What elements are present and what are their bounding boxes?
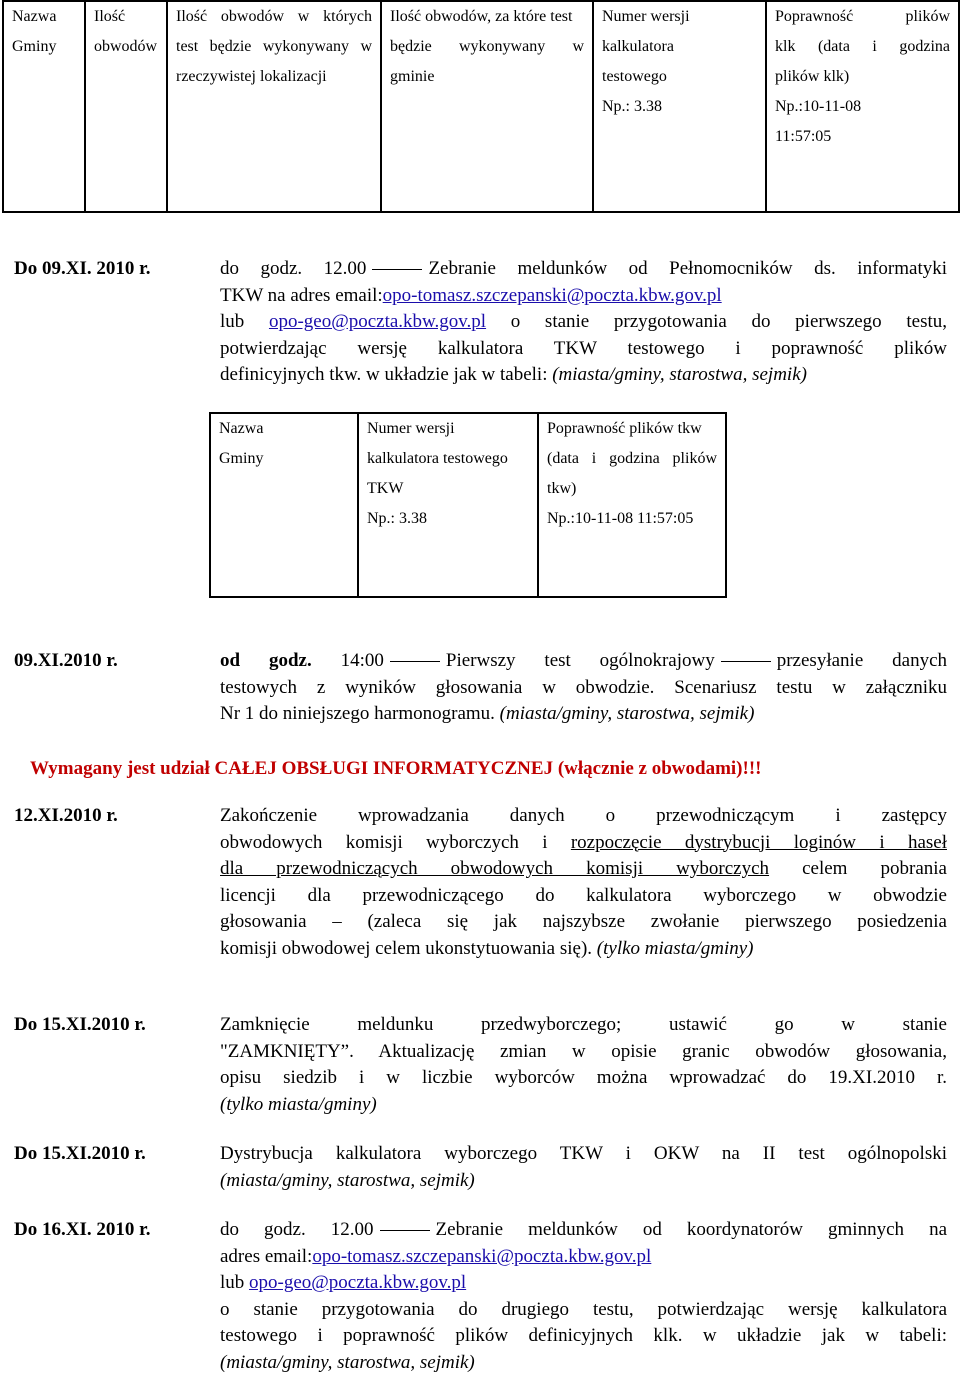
entry-text-part: obwodowych komisji wyborczych i (220, 831, 571, 853)
cell-line: Np.: 3.38 (367, 510, 427, 527)
cell-line: Gminy (219, 450, 264, 467)
entry-line (220, 1217, 947, 1244)
entry-text-part: Zebranie meldunków od koordynatorów gminnych na (435, 1219, 947, 1240)
entry-line (220, 856, 947, 883)
entry-scope: (miasta/gminy, starostwa, sejmik) (552, 364, 807, 385)
schedule-entry (14, 256, 947, 396)
entry-date: Do 09.XI. 2010 r. (14, 258, 151, 279)
entry-text (220, 1012, 947, 1118)
entry-line: testowych z wyników głosowania w obwodzie. Scenariusz testu w załączniku (220, 676, 947, 698)
entry-text-part: Nr 1 do niniejszego harmonogramu. (220, 703, 500, 724)
entry-line: o stanie przygotowania do drugiego testu, potwierdzając wersję kalkulatora (220, 1298, 947, 1320)
schedule-entry (14, 803, 947, 968)
cell-line: TKW (367, 480, 404, 497)
cell-line: Numer wersji (367, 420, 455, 437)
cell-line: Nazwa (12, 8, 57, 25)
entry-text (220, 648, 947, 728)
mid-table-cell-name (210, 413, 358, 597)
email-link[interactable]: opo-tomasz.szczepanski@poczta.kbw.gov.pl (312, 1245, 652, 1267)
cell-line: kalkulatora testowego (367, 450, 508, 467)
cell-line: Ilość obwodów, za które test (390, 8, 573, 25)
entry-text-part: komisji obwodowej celem ukonstytuowania się). (220, 937, 597, 959)
cell-line: Nazwa (219, 420, 264, 437)
entry-text-part: Pierwszy test ogólnokrajowy (445, 650, 715, 671)
entry-line: Zamknięcie meldunku przedwyborczego; ustawić go w stanie (220, 1014, 947, 1035)
cell-line: test będzie wykonywany w (176, 38, 372, 55)
dash-line (380, 1230, 430, 1231)
entry-text-part: definicyjnych tkw. w układzie jak w tabeli: (220, 364, 553, 385)
entry-text-part: celem pobrania (769, 858, 947, 879)
entry-line (220, 283, 947, 310)
entry-line (220, 936, 947, 963)
email-link[interactable]: opo-geo@poczta.kbw.gov.pl (268, 311, 487, 332)
warning-text: Wymagany jest udział CAŁEJ OBSŁUGI INFORMATYCZNEJ (włącznie z obwodami)!!! (30, 758, 762, 779)
cell-line: Ilość (94, 8, 126, 25)
cell-line: tkw) (547, 480, 577, 497)
cell-line: Poprawność plików tkw (547, 420, 702, 437)
entry-text-part: lub (220, 1272, 250, 1293)
entry-line: Dystrybucja kalkulatora wyborczego TKW i OKW na II test ogólnopolski (220, 1143, 947, 1164)
entry-text-part: rozpoczęcie dystrybucji loginów i haseł (570, 831, 947, 853)
cell-line: Np.: 3.38 (602, 98, 662, 115)
cell-line: gminie (390, 68, 435, 85)
dash-line (721, 661, 771, 662)
top-table-cell-real (167, 1, 381, 212)
schedule-entry (14, 648, 947, 730)
mid-table-cell-version (358, 413, 538, 597)
entry-date: Do 15.XI.2010 r. (14, 1143, 146, 1164)
entry-text (220, 803, 947, 962)
entry-scope: (miasta/gminy, starostwa, sejmik) (499, 703, 755, 724)
entry-text-part: lub (220, 311, 269, 332)
cell-line: Poprawność plików (775, 8, 950, 25)
entry-line: licencji dla przewodniczącego do kalkulatora wyborczego w obwodzie (220, 884, 947, 906)
entry-line: Zakończenie wprowadzania danych o przewodniczącym i zastępcy (220, 805, 947, 826)
entry-text-part: dla przewodniczących obwodowych komisji wyborczych (220, 858, 770, 879)
mid-table-cell-files (538, 413, 726, 597)
entry-line (220, 256, 947, 283)
entry-date: 09.XI.2010 r. (14, 650, 118, 671)
schedule-entry (14, 1141, 947, 1197)
entry-text (220, 256, 947, 389)
top-table-cell-version (593, 1, 766, 212)
entry-text-part: o stanie przygotowania do pierwszego testu, (486, 311, 947, 332)
entry-text-part: przesyłanie danych (776, 650, 947, 671)
mid-table (209, 412, 727, 598)
entry-date: Do 15.XI.2010 r. (14, 1014, 146, 1035)
cell-line: Numer wersji (602, 8, 690, 25)
schedule-entry (14, 1217, 947, 1377)
entry-text-part: TKW na adres email: (220, 284, 383, 306)
entry-line (220, 362, 947, 389)
email-link[interactable]: opo-tomasz.szczepanski@poczta.kbw.gov.pl (382, 284, 722, 306)
top-table-row (3, 1, 959, 212)
cell-line: kalkulatora (602, 38, 674, 55)
cell-line: plików klk) (775, 68, 850, 85)
entry-line: "ZAMKNIĘTY”. Aktualizację zmian w opisie granic obwodów głosowania, (220, 1040, 947, 1062)
cell-line: obwodów (94, 38, 158, 55)
entry-date: Do 16.XI. 2010 r. (14, 1219, 151, 1240)
entry-scope: (tylko miasta/gminy) (596, 937, 754, 959)
entry-text-part: adres email: (220, 1245, 313, 1267)
entry-text-part: 14:00 (311, 650, 384, 671)
schedule-entry (14, 1012, 947, 1122)
entry-date: 12.XI.2010 r. (14, 805, 118, 826)
mid-table-row (210, 413, 726, 597)
entry-scope: (miasta/gminy, starostwa, sejmik) (220, 1169, 475, 1191)
entry-text-part: do godz. 12.00 (220, 1219, 374, 1240)
top-table-cell-files (766, 1, 959, 212)
top-table-cell-gmina (381, 1, 593, 212)
email-link[interactable]: opo-geo@poczta.kbw.gov.pl (249, 1272, 467, 1293)
top-table (2, 0, 960, 213)
entry-text (220, 1217, 947, 1376)
cell-line: Gminy (12, 38, 57, 55)
entry-line (220, 701, 947, 728)
top-table-cell-name (3, 1, 85, 212)
cell-line: Ilość obwodów w których (176, 8, 372, 25)
cell-line: klk (data i godzina (775, 38, 950, 55)
entry-line (220, 830, 947, 857)
entry-text (220, 1141, 947, 1194)
entry-scope: (tylko miasta/gminy) (220, 1093, 377, 1115)
entry-line: testowego i poprawność plików definicyjnych klk. w układzie jak w tabeli: (220, 1325, 947, 1346)
entry-line (220, 648, 947, 675)
entry-line (220, 1244, 947, 1271)
cell-line: rzeczywistej lokalizacji (176, 68, 327, 85)
cell-line: testowego (602, 68, 667, 85)
entry-line (220, 309, 947, 336)
entry-text-part: do godz. 12.00 (220, 258, 367, 279)
cell-line: (data i godzina plików (547, 450, 717, 467)
top-table-cell-count (85, 1, 167, 212)
dash-line (372, 269, 422, 270)
entry-text-part: Zebranie meldunków od Pełnomocników ds. informatyki (428, 258, 947, 279)
entry-scope: (miasta/gminy, starostwa, sejmik) (220, 1351, 475, 1373)
entry-line: głosowania – (zaleca się jak najszybsze zwołanie pierwszego posiedzenia (220, 911, 947, 932)
cell-line: Np.:10-11-08 (775, 98, 862, 115)
entry-text-part: od godz. (220, 650, 312, 671)
entry-line: potwierdzając wersję kalkulatora TKW testowego i poprawność plików (220, 337, 947, 359)
entry-line (220, 1270, 947, 1297)
cell-line: będzie wykonywany w (390, 38, 584, 55)
entry-line: opisu siedzib i w liczbie wyborców można wprowadzać do 19.XI.2010 r. (220, 1067, 947, 1088)
cell-line: 11:57:05 (775, 128, 832, 145)
dash-line (390, 661, 440, 662)
cell-line: Np.:10-11-08 11:57:05 (547, 510, 694, 527)
